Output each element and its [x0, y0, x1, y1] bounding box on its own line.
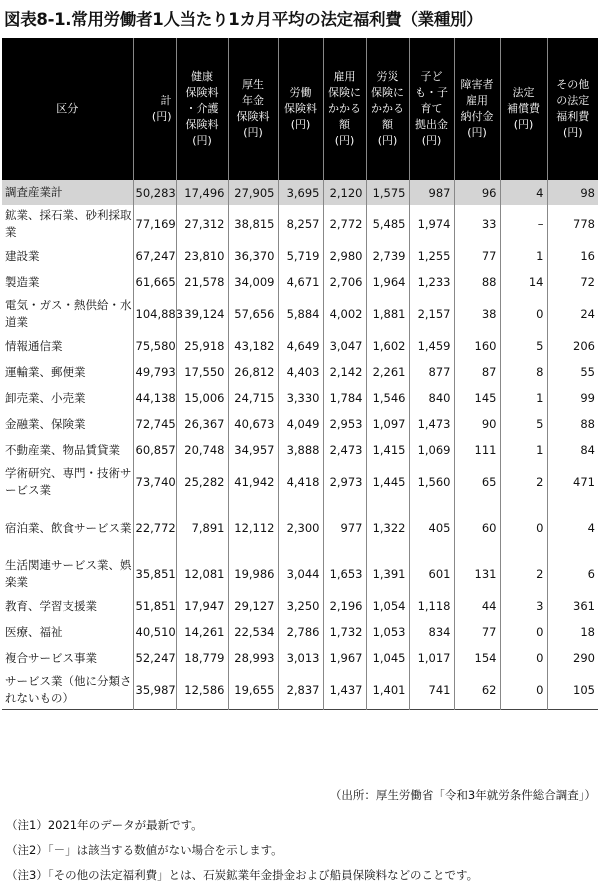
table-cell: 2,142: [323, 359, 366, 385]
table-cell: 840: [409, 385, 454, 411]
table-cell: 88: [454, 269, 500, 295]
table-cell: 1,054: [366, 593, 409, 619]
table-row: [2, 359, 598, 385]
table-row: [2, 437, 598, 463]
table-cell: 17,947: [176, 593, 228, 619]
note-1: （注1）2021年のデータが最新です。: [6, 818, 203, 832]
row-category-label: サービス業（他に分類されないもの）: [5, 674, 132, 705]
table-cell: 84: [547, 437, 598, 463]
table-cell: 131: [454, 555, 500, 593]
table-cell: 2,300: [278, 501, 323, 555]
table-cell: 3,888: [278, 437, 323, 463]
table-row: [2, 645, 598, 671]
table-cell: 4: [500, 180, 547, 205]
table-cell: 34,957: [228, 437, 278, 463]
table-cell: 290: [547, 645, 598, 671]
table-cell: 4,002: [323, 295, 366, 333]
table-cell: 23,810: [176, 243, 228, 269]
table-cell: 3: [500, 593, 547, 619]
table-row-total: [2, 180, 598, 205]
table-cell: 77: [454, 243, 500, 269]
table-cell: 60,857: [133, 437, 176, 463]
table-cell: 741: [409, 671, 454, 710]
table-cell: 24,715: [228, 385, 278, 411]
table-row: [2, 333, 598, 359]
table-cell: 3,013: [278, 645, 323, 671]
table-cell: 35,851: [133, 555, 176, 593]
table-cell: 1,233: [409, 269, 454, 295]
row-category-label: 製造業: [5, 274, 40, 289]
table-cell: 24: [547, 295, 598, 333]
table-row: [2, 555, 598, 593]
table-cell: 12,112: [228, 501, 278, 555]
table-cell: 12,081: [176, 555, 228, 593]
table-cell: 21,578: [176, 269, 228, 295]
table-cell: 1,017: [409, 645, 454, 671]
table-cell: 1,732: [323, 619, 366, 645]
table-cell: 99: [547, 385, 598, 411]
header-disability-levy: 障害者 雇用 納付金 (円): [454, 38, 500, 180]
table-cell: 34,009: [228, 269, 278, 295]
table-cell: 55: [547, 359, 598, 385]
table-cell: 27,312: [176, 205, 228, 243]
note-3: （注3）「その他の法定福利費」とは、石炭鉱業年金掛金および船員保険料などのことです。: [6, 868, 479, 882]
table-row: [2, 243, 598, 269]
header-health-insurance: 健康 保険料 ・介護 保険料 (円): [176, 38, 228, 180]
table-cell: 51,851: [133, 593, 176, 619]
table-cell: 1,437: [323, 671, 366, 710]
table-cell: 0: [500, 295, 547, 333]
table-cell: 5,884: [278, 295, 323, 333]
table-cell: 601: [409, 555, 454, 593]
table-cell: 17,550: [176, 359, 228, 385]
table-cell: 1,445: [366, 463, 409, 501]
table-cell: 19,986: [228, 555, 278, 593]
table-cell: 1,322: [366, 501, 409, 555]
table-cell: 4,671: [278, 269, 323, 295]
row-category-label: 鉱業、採石業、砂利採取業: [5, 208, 132, 239]
page-title: 図表8-1.常用労働者1人当たり1カ月平均の法定福利費（業種別）: [4, 10, 483, 29]
welfare-cost-table: [2, 38, 598, 710]
header-employment-insurance: 雇用 保険に かかる 額 (円): [323, 38, 366, 180]
row-category-label: 医療、福祉: [5, 624, 63, 639]
table-cell: 72,745: [133, 411, 176, 437]
table-cell: 1,560: [409, 463, 454, 501]
table-cell: 18: [547, 619, 598, 645]
note-2: （注2）「－」は該当する数値がない場合を示します。: [6, 843, 283, 857]
table-cell: 1,653: [323, 555, 366, 593]
header-labor-insurance: 労働 保険料 (円): [278, 38, 323, 180]
table-cell: 2,473: [323, 437, 366, 463]
table-cell: 1,784: [323, 385, 366, 411]
table-cell: 2,953: [323, 411, 366, 437]
table-cell: 4,418: [278, 463, 323, 501]
table-cell: 60: [454, 501, 500, 555]
table-cell: 88: [547, 411, 598, 437]
table-cell: 19,655: [228, 671, 278, 710]
table-cell: 2,120: [323, 180, 366, 205]
table-cell: 14: [500, 269, 547, 295]
row-category-label: 教育、学習支援業: [5, 598, 97, 613]
table-cell: 1,053: [366, 619, 409, 645]
table-cell: 57,656: [228, 295, 278, 333]
table-cell: 2,772: [323, 205, 366, 243]
table-cell: 1,473: [409, 411, 454, 437]
table-cell: 44,138: [133, 385, 176, 411]
row-category-label: 複合サービス事業: [5, 650, 97, 665]
table-cell: 2,706: [323, 269, 366, 295]
row-category-label: 宿泊業、飲食サービス業: [5, 520, 132, 535]
table-cell: 877: [409, 359, 454, 385]
table-cell: 90: [454, 411, 500, 437]
table-row: [2, 411, 598, 437]
table-cell: 405: [409, 501, 454, 555]
row-category-label: 建設業: [5, 248, 40, 263]
row-category-label: 不動産業、物品賃貸業: [5, 442, 120, 457]
table-cell: 49,793: [133, 359, 176, 385]
table-cell: 20,748: [176, 437, 228, 463]
table-cell: 3,695: [278, 180, 323, 205]
table-cell: 1,069: [409, 437, 454, 463]
table-cell: 77,169: [133, 205, 176, 243]
table-cell: 105: [547, 671, 598, 710]
table-cell: 44: [454, 593, 500, 619]
table-cell: 5: [500, 333, 547, 359]
table-cell: 65: [454, 463, 500, 501]
table-cell: 52,247: [133, 645, 176, 671]
table-cell: 5: [500, 411, 547, 437]
table-row: [2, 463, 598, 501]
table-cell: 50,283: [133, 180, 176, 205]
row-category-label: 金融業、保険業: [5, 416, 86, 431]
table-cell: 1,045: [366, 645, 409, 671]
table-cell: 6: [547, 555, 598, 593]
table-cell: 16: [547, 243, 598, 269]
header-statutory-compensation: 法定 補償費 (円): [500, 38, 547, 180]
table-cell: 111: [454, 437, 500, 463]
table-cell: 2,786: [278, 619, 323, 645]
row-category-label: 運輸業、郵便業: [5, 364, 86, 379]
table-row: [2, 501, 598, 555]
table-cell: 1,881: [366, 295, 409, 333]
table-cell: 2,157: [409, 295, 454, 333]
table-row: [2, 385, 598, 411]
table-cell: 73,740: [133, 463, 176, 501]
table-row: [2, 671, 598, 710]
table-cell: 1,118: [409, 593, 454, 619]
table-cell: 0: [500, 501, 547, 555]
table-cell: 75,580: [133, 333, 176, 359]
table-cell: 12,586: [176, 671, 228, 710]
row-category-label: 調査産業計: [2, 180, 133, 205]
row-category-label: 電気・ガス・熱供給・水道業: [5, 298, 132, 329]
table-cell: 8: [500, 359, 547, 385]
table-cell: 778: [547, 205, 598, 243]
table-cell: 41,942: [228, 463, 278, 501]
header-total: 計 (円): [133, 38, 176, 180]
table-cell: 2,196: [323, 593, 366, 619]
table-cell: 15,006: [176, 385, 228, 411]
table-row: [2, 205, 598, 243]
table-cell: 1,255: [409, 243, 454, 269]
table-cell: 33: [454, 205, 500, 243]
table-cell: 1: [500, 437, 547, 463]
table-cell: 29,127: [228, 593, 278, 619]
table-header-row: [2, 38, 598, 180]
table-cell: 2: [500, 463, 547, 501]
table-cell: 2,973: [323, 463, 366, 501]
table-cell: 3,250: [278, 593, 323, 619]
table-cell: 1,459: [409, 333, 454, 359]
table-cell: 987: [409, 180, 454, 205]
table-cell: 154: [454, 645, 500, 671]
table-cell: 5,485: [366, 205, 409, 243]
header-other-welfare: その他 の法定 福利費 (円): [547, 38, 598, 180]
row-category-label: 学術研究、専門・技術サービス業: [5, 466, 132, 497]
header-category: 区分: [2, 38, 133, 180]
table-cell: 3,047: [323, 333, 366, 359]
table-cell: 8,257: [278, 205, 323, 243]
table-cell: 35,987: [133, 671, 176, 710]
table-cell: 27,905: [228, 180, 278, 205]
table-cell: 4,403: [278, 359, 323, 385]
header-pension: 厚生 年金 保険料 (円): [228, 38, 278, 180]
table-cell: 5,719: [278, 243, 323, 269]
table-cell: 22,772: [133, 501, 176, 555]
table-cell: 1,391: [366, 555, 409, 593]
source-citation: （出所：厚生労働省「令和3年就労条件総合調査」）: [329, 788, 596, 802]
table-cell: 2,980: [323, 243, 366, 269]
table-cell: 2,739: [366, 243, 409, 269]
table-cell: 977: [323, 501, 366, 555]
table-cell: 4,049: [278, 411, 323, 437]
table-cell: 87: [454, 359, 500, 385]
table-cell: 72: [547, 269, 598, 295]
table-cell: 206: [547, 333, 598, 359]
table-cell: 38: [454, 295, 500, 333]
table-cell: 25,282: [176, 463, 228, 501]
header-workers-comp: 労災 保険に かかる 額 (円): [366, 38, 409, 180]
table-cell: 104,883: [133, 295, 176, 333]
table-cell: 3,044: [278, 555, 323, 593]
table-cell: 4: [547, 501, 598, 555]
table-cell: 26,367: [176, 411, 228, 437]
table-cell: 36,370: [228, 243, 278, 269]
table-cell: 1,602: [366, 333, 409, 359]
table-cell: 1: [500, 385, 547, 411]
table-cell: 1,401: [366, 671, 409, 710]
table-cell: 1: [500, 243, 547, 269]
row-category-label: 卸売業、小売業: [5, 390, 86, 405]
table-cell: 1,415: [366, 437, 409, 463]
table-cell: 43,182: [228, 333, 278, 359]
table-cell: 1,097: [366, 411, 409, 437]
table-cell: 361: [547, 593, 598, 619]
table-cell: 1,967: [323, 645, 366, 671]
table-cell: 1,546: [366, 385, 409, 411]
table-cell: 145: [454, 385, 500, 411]
table-cell: 61,665: [133, 269, 176, 295]
table-cell: 98: [547, 180, 598, 205]
table-row: [2, 593, 598, 619]
table-cell: 4,649: [278, 333, 323, 359]
table-cell: –: [500, 205, 547, 243]
table-cell: 0: [500, 619, 547, 645]
table-row: [2, 295, 598, 333]
row-category-label: 情報通信業: [5, 338, 63, 353]
table-cell: 2: [500, 555, 547, 593]
table-cell: 39,124: [176, 295, 228, 333]
table-cell: 0: [500, 671, 547, 710]
table-cell: 62: [454, 671, 500, 710]
table-cell: 1,964: [366, 269, 409, 295]
row-category-label: 生活関連サービス業、娯楽業: [5, 558, 132, 589]
table-cell: 22,534: [228, 619, 278, 645]
header-child-contribution: 子ど も・子 育て 拠出金 (円): [409, 38, 454, 180]
table-cell: 14,261: [176, 619, 228, 645]
table-row: [2, 619, 598, 645]
table-cell: 2,261: [366, 359, 409, 385]
table-cell: 25,918: [176, 333, 228, 359]
table-cell: 77: [454, 619, 500, 645]
table-cell: 96: [454, 180, 500, 205]
table-row: [2, 269, 598, 295]
table-cell: 7,891: [176, 501, 228, 555]
table-cell: 17,496: [176, 180, 228, 205]
table-cell: 160: [454, 333, 500, 359]
table-cell: 28,993: [228, 645, 278, 671]
table-cell: 471: [547, 463, 598, 501]
table-cell: 38,815: [228, 205, 278, 243]
table-cell: 1,575: [366, 180, 409, 205]
table-cell: 0: [500, 645, 547, 671]
table-cell: 3,330: [278, 385, 323, 411]
table-cell: 40,673: [228, 411, 278, 437]
table-cell: 834: [409, 619, 454, 645]
table-cell: 67,247: [133, 243, 176, 269]
table-cell: 40,510: [133, 619, 176, 645]
table-cell: 18,779: [176, 645, 228, 671]
table-cell: 2,837: [278, 671, 323, 710]
table-cell: 1,974: [409, 205, 454, 243]
table-cell: 26,812: [228, 359, 278, 385]
